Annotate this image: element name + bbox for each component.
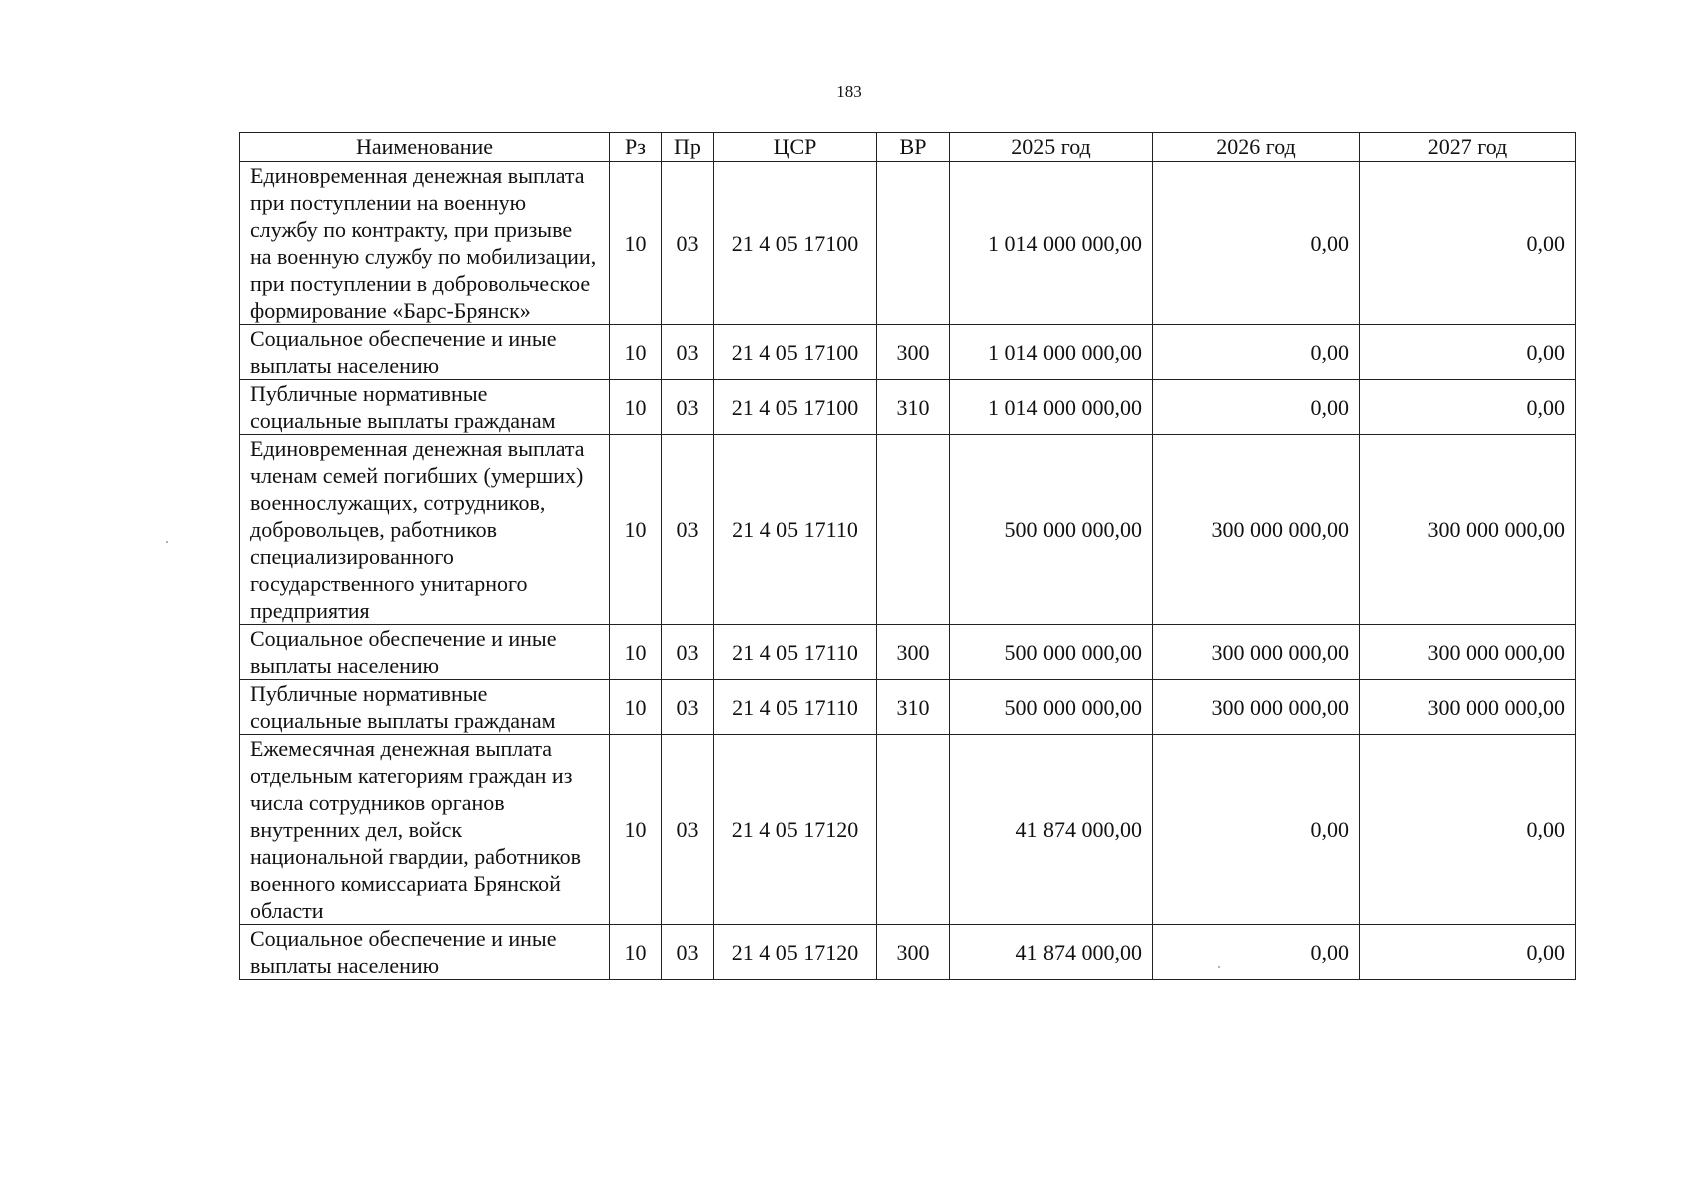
row-csr: 21 4 05 17100 (714, 325, 877, 380)
row-name: Единовременная денежная выплата при поступлении на военную службу по контракту, при призыве на военную службу по мобилизации, при поступлении в добровольческое формирование «Барс-Брянск» (240, 162, 610, 325)
row-2026: 300 000 000,00 (1153, 625, 1360, 680)
row-2026: 300 000 000,00 (1153, 435, 1360, 625)
header-name: Наименование (240, 133, 610, 162)
row-2027: 0,00 (1360, 162, 1576, 325)
row-2027: 0,00 (1360, 325, 1576, 380)
row-rz: 10 (610, 735, 662, 925)
row-2025: 1 014 000 000,00 (950, 380, 1153, 435)
row-rz: 10 (610, 925, 662, 980)
row-2025: 500 000 000,00 (950, 680, 1153, 735)
scan-speck (166, 541, 168, 543)
table-row (240, 680, 1576, 735)
row-name: Социальное обеспечение и иные выплаты населению (240, 925, 610, 980)
row-2027: 300 000 000,00 (1360, 680, 1576, 735)
header-vr: ВР (877, 133, 950, 162)
table-row (240, 162, 1576, 325)
row-2027: 0,00 (1360, 925, 1576, 980)
header-2025: 2025 год (950, 133, 1153, 162)
table-row (240, 735, 1576, 925)
row-pr: 03 (662, 325, 714, 380)
row-rz: 10 (610, 325, 662, 380)
row-pr: 03 (662, 162, 714, 325)
page-number: 183 (836, 82, 862, 101)
header-2027: 2027 год (1360, 133, 1576, 162)
row-vr: 310 (877, 680, 950, 735)
row-csr: 21 4 05 17120 (714, 735, 877, 925)
row-vr: 300 (877, 325, 950, 380)
row-2026: 0,00 (1153, 325, 1360, 380)
row-csr: 21 4 05 17100 (714, 162, 877, 325)
table-row (240, 380, 1576, 435)
row-vr (877, 435, 950, 625)
row-csr: 21 4 05 17110 (714, 435, 877, 625)
row-name: Единовременная денежная выплата членам семей погибших (умерших) военнослужащих, сотрудников, добровольцев, работников специализированного государственного унитарного предприятия (240, 435, 610, 625)
row-2027: 0,00 (1360, 735, 1576, 925)
row-pr: 03 (662, 435, 714, 625)
row-pr: 03 (662, 625, 714, 680)
row-rz: 10 (610, 435, 662, 625)
row-vr: 300 (877, 625, 950, 680)
header-csr: ЦСР (714, 133, 877, 162)
row-csr: 21 4 05 17100 (714, 380, 877, 435)
row-2027: 300 000 000,00 (1360, 625, 1576, 680)
row-2026: 0,00 (1153, 162, 1360, 325)
row-name: Ежемесячная денежная выплата отдельным категориям граждан из числа сотрудников органов внутренних дел, войск национальной гвардии, работников военного комиссариата Брянской области (240, 735, 610, 925)
row-pr: 03 (662, 680, 714, 735)
table-row (240, 925, 1576, 980)
row-vr (877, 162, 950, 325)
row-name: Социальное обеспечение и иные выплаты населению (240, 625, 610, 680)
row-2025: 500 000 000,00 (950, 435, 1153, 625)
header-2026: 2026 год (1153, 133, 1360, 162)
row-rz: 10 (610, 162, 662, 325)
row-vr: 310 (877, 380, 950, 435)
row-vr (877, 735, 950, 925)
row-2026: 0,00 (1153, 380, 1360, 435)
row-2026: 0,00 (1153, 735, 1360, 925)
header-pr: Пр (662, 133, 714, 162)
row-vr: 300 (877, 925, 950, 980)
table-row (240, 435, 1576, 625)
row-name: Публичные нормативные социальные выплаты гражданам (240, 680, 610, 735)
row-pr: 03 (662, 925, 714, 980)
row-name: Социальное обеспечение и иные выплаты населению (240, 325, 610, 380)
row-name: Публичные нормативные социальные выплаты гражданам (240, 380, 610, 435)
row-csr: 21 4 05 17120 (714, 925, 877, 980)
row-pr: 03 (662, 735, 714, 925)
row-csr: 21 4 05 17110 (714, 680, 877, 735)
scan-speck (1218, 966, 1220, 968)
row-pr: 03 (662, 380, 714, 435)
row-2025: 1 014 000 000,00 (950, 325, 1153, 380)
table-header-row (240, 133, 1576, 162)
row-2025: 500 000 000,00 (950, 625, 1153, 680)
row-2026: 300 000 000,00 (1153, 680, 1360, 735)
row-2025: 1 014 000 000,00 (950, 162, 1153, 325)
row-rz: 10 (610, 625, 662, 680)
row-2025: 41 874 000,00 (950, 735, 1153, 925)
row-2027: 300 000 000,00 (1360, 435, 1576, 625)
row-2027: 0,00 (1360, 380, 1576, 435)
table-row (240, 325, 1576, 380)
budget-table (239, 132, 1576, 980)
row-rz: 10 (610, 680, 662, 735)
row-2026: 0,00 (1153, 925, 1360, 980)
row-2025: 41 874 000,00 (950, 925, 1153, 980)
table-row (240, 625, 1576, 680)
header-rz: Рз (610, 133, 662, 162)
row-rz: 10 (610, 380, 662, 435)
row-csr: 21 4 05 17110 (714, 625, 877, 680)
